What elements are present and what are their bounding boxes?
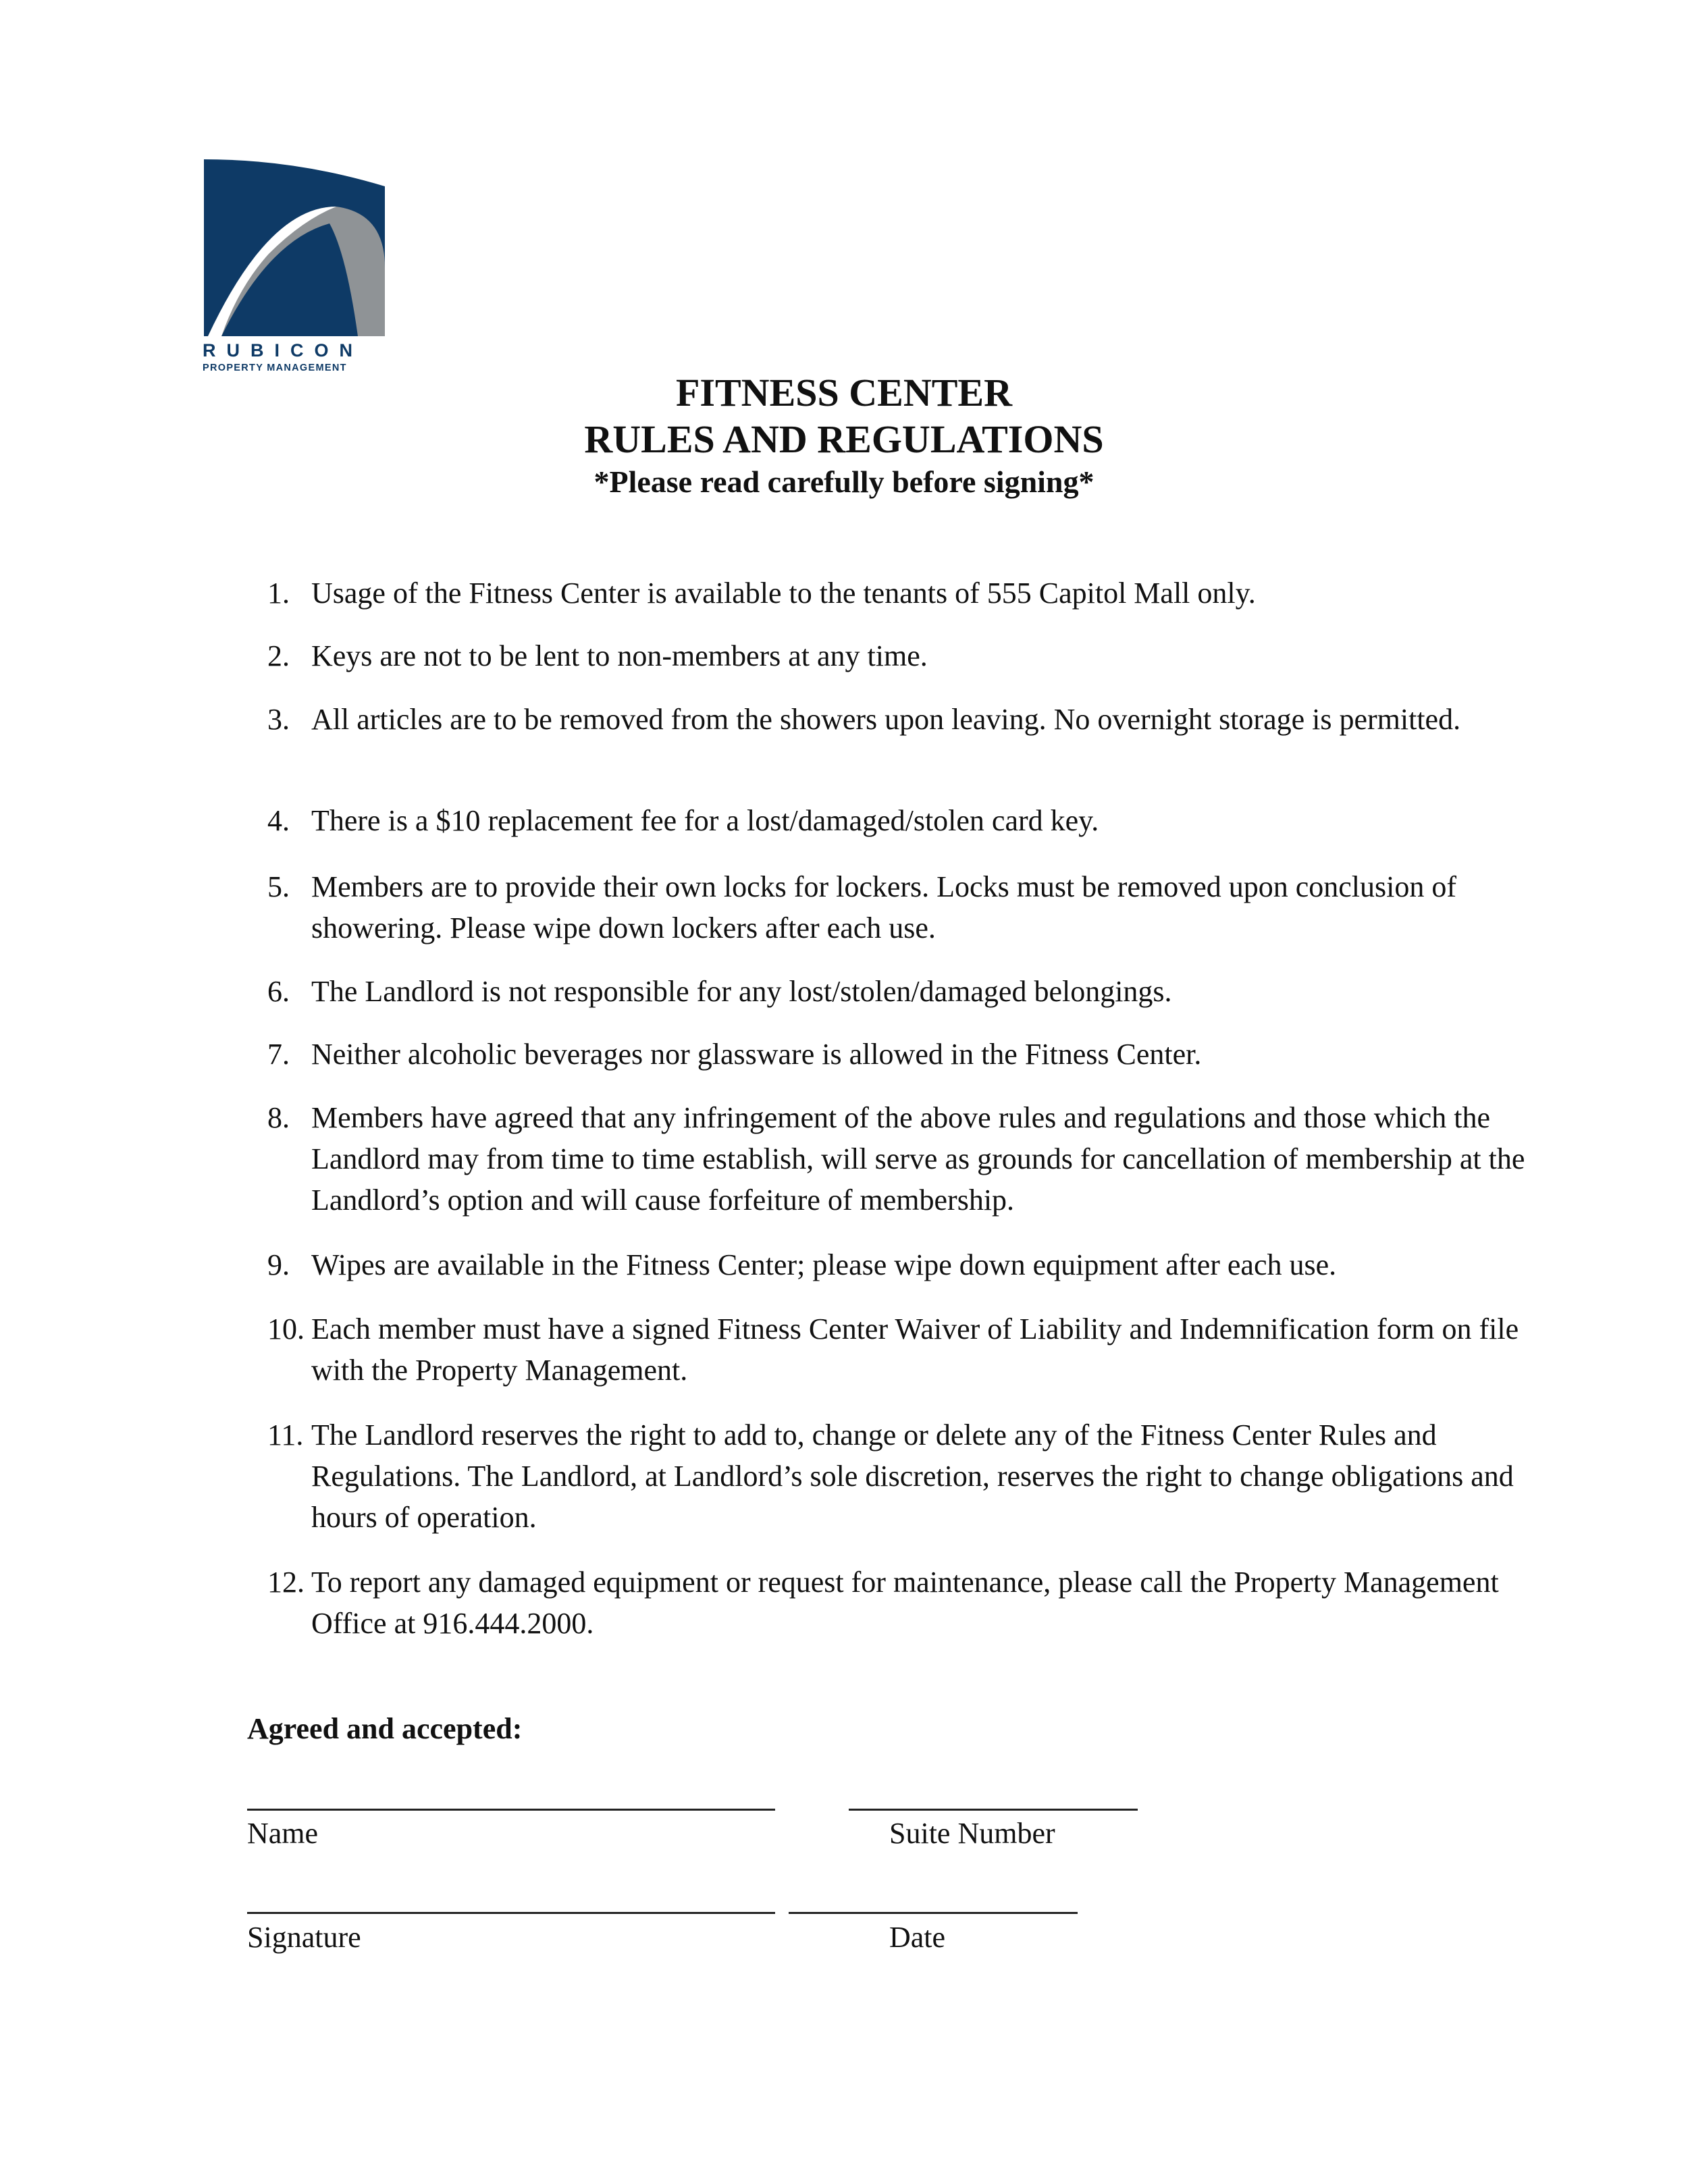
rule-number: 2. (267, 639, 290, 672)
page-title-line2: RULES AND REGULATIONS (584, 417, 1104, 461)
page-title-line1: FITNESS CENTER (676, 371, 1012, 415)
rule-item-3 (267, 699, 1577, 740)
rule-text: Each member must have a signed Fitness Center Waiver of Liability and Indemnification form on file with the Property Management. (311, 1312, 1519, 1387)
rule-text: All articles are to be removed from the showers upon leaving. No overnight storage is permitted. (311, 703, 1461, 736)
rule-number: 10. (267, 1312, 305, 1346)
rule-item-2 (267, 635, 1577, 676)
suite-number-label: Suite Number (889, 1817, 1055, 1850)
rule-text: Usage of the Fitness Center is available to the tenants of 555 Capitol Mall only. (311, 577, 1256, 610)
rule-item-7 (267, 1034, 1577, 1075)
logo-name: RUBICON (203, 340, 363, 361)
rule-text: Wipes are available in the Fitness Center; please wipe down equipment after each use. (311, 1248, 1337, 1281)
date-line[interactable] (789, 1912, 1078, 1914)
date-label: Date (889, 1921, 946, 1954)
rule-item-11 (267, 1414, 1577, 1538)
rule-text: Members have agreed that any infringement of the above rules and regulations and those which the Landlord may from time to time establish, will serve as grounds for cancellation of membership at the Landlord’s option and will cause forfeiture of membership. (311, 1101, 1525, 1217)
logo-tagline: PROPERTY MANAGEMENT (203, 363, 347, 373)
rule-item-4 (267, 800, 1577, 841)
rule-text: The Landlord reserves the right to add to, change or delete any of the Fitness Center Rules and Regulations. The Landlord, at Landlord’s sole discretion, reserves the right to change obligations and hours of operation. (311, 1418, 1514, 1534)
rule-text: There is a $10 replacement fee for a lost/damaged/stolen card key. (311, 804, 1099, 837)
rule-number: 7. (267, 1038, 290, 1071)
rule-item-12 (267, 1562, 1577, 1644)
rule-item-9 (267, 1244, 1577, 1285)
suite-number-line[interactable] (849, 1809, 1138, 1811)
name-label: Name (247, 1817, 319, 1850)
rubicon-logo (201, 159, 388, 373)
signature-label: Signature (247, 1921, 361, 1954)
rubicon-arch-icon (201, 159, 388, 373)
rule-text: Neither alcoholic beverages nor glassware is allowed in the Fitness Center. (311, 1038, 1202, 1071)
name-line[interactable] (247, 1809, 775, 1811)
rule-number: 5. (267, 870, 290, 903)
rule-item-1 (267, 572, 1577, 614)
rule-number: 3. (267, 703, 290, 736)
agreed-heading: Agreed and accepted: (247, 1712, 523, 1745)
rule-number: 8. (267, 1101, 290, 1134)
rule-number: 11. (267, 1418, 304, 1451)
rule-number: 1. (267, 577, 290, 610)
rule-item-5 (267, 866, 1577, 949)
page-subtitle: *Please read carefully before signing* (594, 464, 1094, 499)
signature-line[interactable] (247, 1912, 775, 1914)
rule-number: 6. (267, 975, 290, 1008)
rule-number: 9. (267, 1248, 290, 1281)
rule-text: Members are to provide their own locks for lockers. Locks must be removed upon conclusion of showering. Please wipe down lockers after each use. (311, 870, 1457, 944)
rule-item-8 (267, 1097, 1577, 1221)
rule-text: The Landlord is not responsible for any lost/stolen/damaged belongings. (311, 975, 1172, 1008)
rule-number: 12. (267, 1566, 305, 1599)
rule-text: To report any damaged equipment or request for maintenance, please call the Property Management Office at 916.444.2000. (311, 1566, 1499, 1640)
rule-item-10 (267, 1308, 1577, 1391)
rule-text: Keys are not to be lent to non-members at any time. (311, 639, 928, 672)
rule-item-6 (267, 971, 1577, 1012)
rule-number: 4. (267, 804, 290, 837)
